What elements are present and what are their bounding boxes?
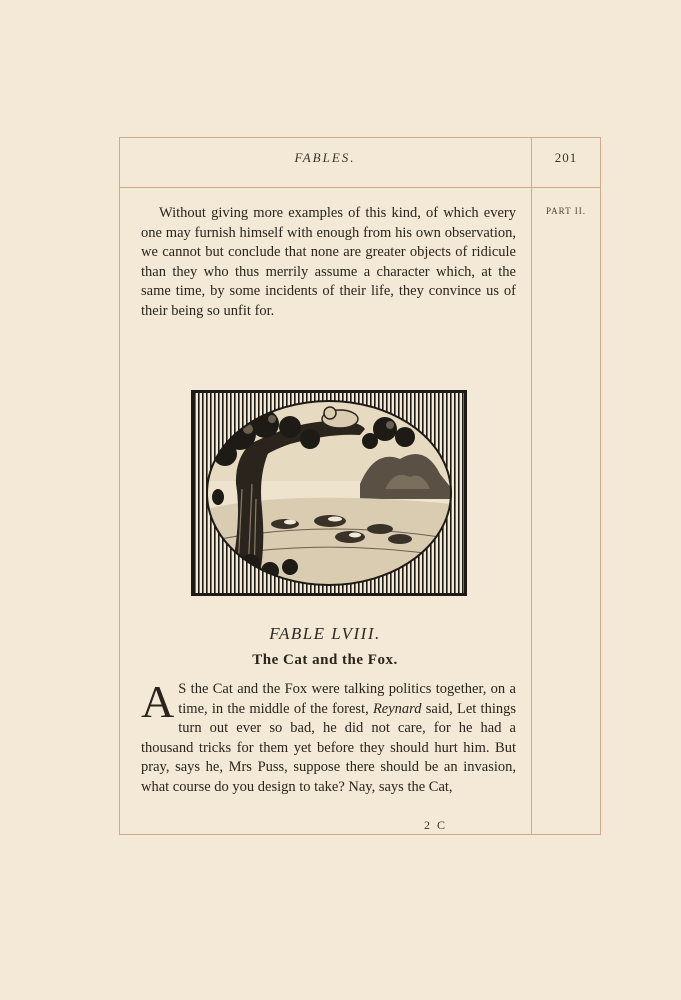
fable-title: The Cat and the Fox. — [252, 652, 398, 668]
header-rule — [119, 187, 601, 188]
running-title: FABLES. — [294, 150, 356, 165]
signature-mark: 2 C — [424, 818, 448, 832]
woodcut-illustration — [190, 389, 468, 597]
reynard-name: Reynard — [372, 700, 422, 717]
margin-rule — [531, 137, 532, 835]
drop-cap: A — [141, 676, 175, 727]
fable-text — [141, 676, 516, 797]
intro-paragraph: Without giving more examples of this kind, of which every one may furnish himself with enough from his own observation, we cannot but conclude that none are greater objects of ridicule than they who thus merrily assume a character which, at the same time, by some incidents of their life, they convince us of their being so unfit for. — [141, 205, 516, 319]
fable-number: FABLE LVIII. — [269, 624, 381, 643]
part-label: PART II. — [546, 206, 586, 216]
fable-text-start: S the Cat and the Fox were talking politics together, on a time, in the middle of the forest, — [178, 681, 516, 717]
page-number: 201 — [554, 150, 578, 165]
fable-text-rest: said, Let things turn out ever so bad, he did not care, for he had a thousand tricks for them yet before they should hurt him. But pray, says he, Mrs Puss, suppose there should be an invasion, what course do you design to take? Nay, says the Cat, — [141, 700, 516, 795]
